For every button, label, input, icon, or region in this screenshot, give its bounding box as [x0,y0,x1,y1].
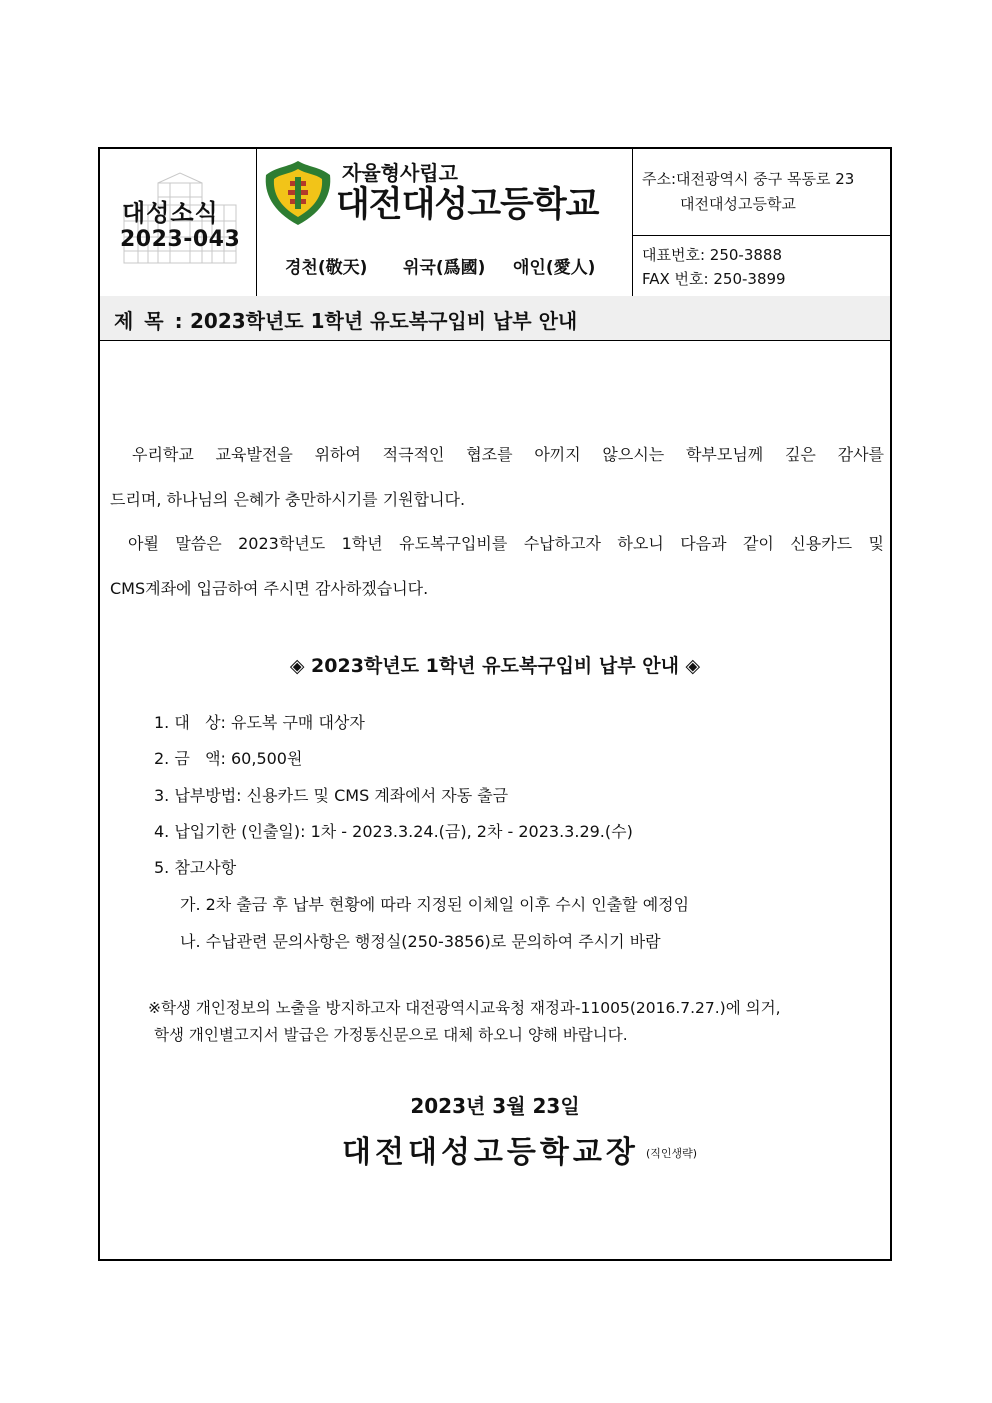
phone-line: 대표번호: 250-3888 [642,246,782,264]
fax-line: FAX 번호: 250-3899 [642,270,786,288]
privacy-note-line-2: 학생 개인별고지서 발급은 가정통신문으로 대체 하오니 양해 바랍니다. [154,1026,628,1044]
principal-name: 대전대성고등학교장 [342,1135,639,1170]
newsletter-cell [100,149,257,296]
item-target: 1. 대 상: 유도복 구매 대상자 [154,713,365,732]
motto-aein: 애인(愛人) [513,258,596,278]
school-name: 대전대성고등학교 [336,185,599,225]
notice-title: ◈ 2023학년도 1학년 유도복구입비 납부 안내 ◈ [289,655,701,677]
address-school-line: 대전대성고등학교 [680,195,796,213]
reference-sub-na: 나. 수납관련 문의사항은 행정실(250-3856)로 문의하여 주시기 바람 [180,932,661,951]
header-table [100,149,890,297]
item-reference: 5. 참고사항 [154,858,237,877]
item-amount: 2. 금 액: 60,500원 [154,749,303,768]
newsletter-title: 대성소식 [122,199,219,227]
request-line-2: CMS계좌에 입금하여 주시면 감사하겠습니다. [110,579,429,598]
school-emblem-icon [262,159,334,227]
reference-sub-ga: 가. 2차 출금 후 납부 현황에 따라 지정된 이체일 이후 수시 인출할 예정임 [180,895,690,914]
request-line-1: 아뢸 말씀은 2023학년도 1학년 유도복구입비를 수납하고자 하오니 다음과 같이 신용카드 및 [128,534,884,553]
motto-gyeongcheon: 경천(敬天) [285,258,368,278]
school-type: 자율형사립고 [342,161,458,185]
subject-label: 제 목 : [114,309,185,333]
item-deadline: 4. 납입기한 (인출일): 1차 - 2023.3.24.(금), 2차 - 2023.3.29.(수) [154,822,633,841]
seal-omitted-note: (직인생략) [646,1147,698,1160]
subject-row [100,296,890,341]
item-method: 3. 납부방법: 신용카드 및 CMS 계좌에서 자동 출금 [154,786,509,805]
school-cell [256,149,633,296]
greeting-line-1: 우리학교 교육발전을 위하여 적극적인 협조를 아끼지 않으시는 학부모님께 깊은 감사를 [132,445,884,464]
issue-date: 2023년 3월 23일 [410,1094,580,1118]
address-line: 주소:대전광역시 중구 목동로 23 [642,170,855,188]
privacy-note-line-1: ※학생 개인정보의 노출을 방지하고자 대전광역시교육청 재정과-11005(2016.7.27.)에 의거, [148,999,781,1017]
motto-wiguk: 위국(爲國) [403,258,486,278]
contact-divider [632,235,890,236]
notice-frame [98,147,892,1261]
greeting-line-2: 드리며, 하나님의 은혜가 충만하시기를 기원합니다. [110,490,466,509]
subject-text: 2023학년도 1학년 유도복구입비 납부 안내 [190,309,578,333]
contact-cell [632,149,890,296]
newsletter-number: 2023-043 [120,227,241,252]
